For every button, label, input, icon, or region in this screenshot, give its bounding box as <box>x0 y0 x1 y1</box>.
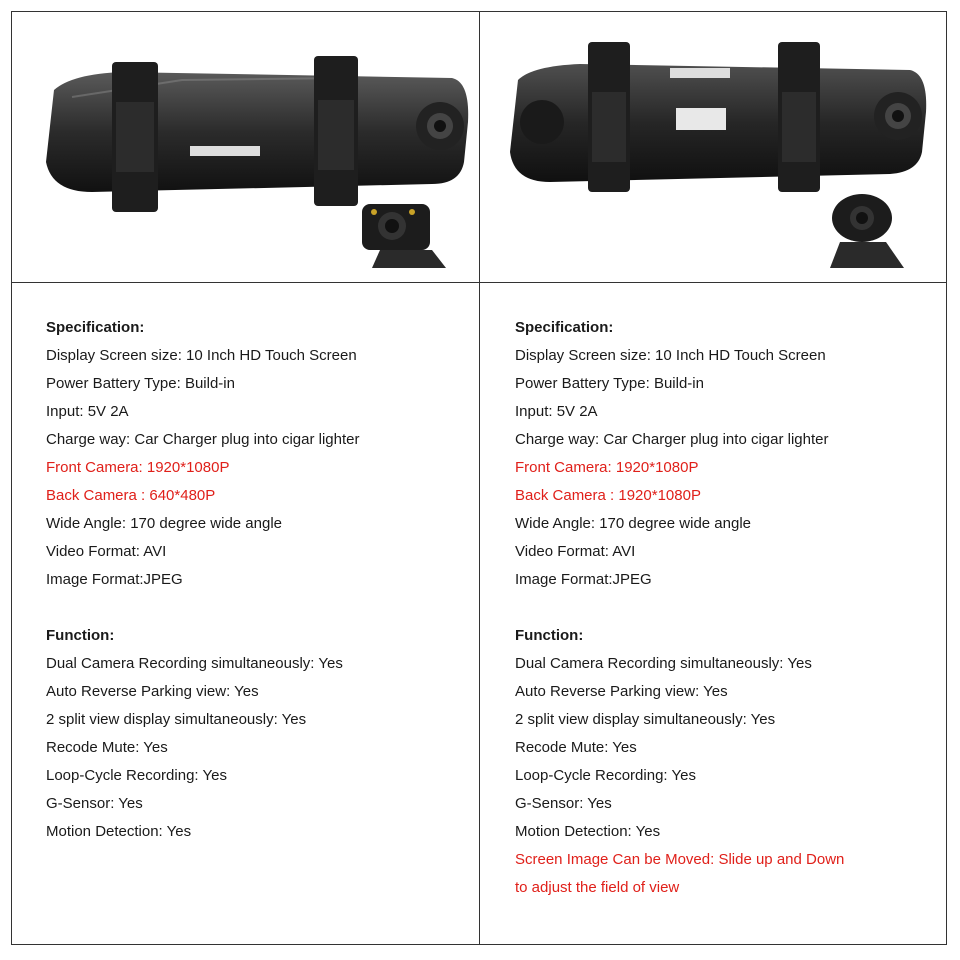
mirror-body <box>46 72 468 192</box>
label-sticker <box>190 146 260 156</box>
rear-camera <box>830 194 904 268</box>
spec-line: Power Battery Type: Build-in <box>46 375 235 392</box>
product-photo-right <box>480 12 946 282</box>
section-gap <box>46 594 466 622</box>
function-line: Auto Reverse Parking view: Yes <box>515 683 728 700</box>
function-line: Dual Camera Recording simultaneously: Yes <box>515 655 812 672</box>
function-heading: Function: <box>515 627 584 644</box>
spec-line: Display Screen size: 10 Inch HD Touch Screen <box>515 347 826 364</box>
spec-line: Wide Angle: 170 degree wide angle <box>515 515 752 532</box>
function-line: 2 split view display simultaneously: Yes <box>515 711 776 728</box>
product-photo-left <box>12 12 479 282</box>
spec-line: Charge way: Car Charger plug into cigar lighter <box>515 431 829 448</box>
function-line-highlight: Screen Image Can be Moved: Slide up and Down <box>515 851 845 868</box>
spec-line-highlight: Front Camera: 1920*1080P <box>46 459 230 476</box>
strap-left <box>588 42 630 192</box>
spec-line: Display Screen size: 10 Inch HD Touch Screen <box>46 347 357 364</box>
function-line: Motion Detection: Yes <box>46 823 192 840</box>
function-line: G-Sensor: Yes <box>46 795 143 812</box>
function-line-highlight: to adjust the field of view <box>515 879 680 896</box>
function-line: Loop-Cycle Recording: Yes <box>46 767 227 784</box>
spec-line-highlight: Front Camera: 1920*1080P <box>515 459 699 476</box>
spec-line: Input: 5V 2A <box>46 403 129 420</box>
spec-heading: Specification: <box>46 319 145 336</box>
spec-column-right <box>515 314 935 902</box>
function-line: Auto Reverse Parking view: Yes <box>46 683 259 700</box>
function-line: Motion Detection: Yes <box>515 823 661 840</box>
row-divider <box>11 282 947 283</box>
function-line: Recode Mute: Yes <box>46 739 168 756</box>
spec-column-left <box>46 314 466 846</box>
spec-line: Input: 5V 2A <box>515 403 598 420</box>
spec-line: Image Format:JPEG <box>46 571 183 588</box>
info-sticker <box>676 108 726 130</box>
spec-line: Wide Angle: 170 degree wide angle <box>46 515 283 532</box>
function-line: Loop-Cycle Recording: Yes <box>515 767 696 784</box>
strap-right <box>314 56 358 206</box>
front-lens <box>874 92 922 140</box>
function-heading: Function: <box>46 627 115 644</box>
strap-right <box>778 42 820 192</box>
function-line: Recode Mute: Yes <box>515 739 637 756</box>
strap-left <box>112 62 158 212</box>
spec-line: Image Format:JPEG <box>515 571 652 588</box>
label-sticker <box>670 68 730 78</box>
function-line: 2 split view display simultaneously: Yes <box>46 711 307 728</box>
function-line: G-Sensor: Yes <box>515 795 612 812</box>
spec-line: Video Format: AVI <box>515 543 636 560</box>
spec-line: Video Format: AVI <box>46 543 167 560</box>
spec-line: Charge way: Car Charger plug into cigar lighter <box>46 431 360 448</box>
rear-camera <box>362 204 446 268</box>
spec-line: Power Battery Type: Build-in <box>515 375 704 392</box>
spec-line-highlight: Back Camera : 640*480P <box>46 487 216 504</box>
spec-line-highlight: Back Camera : 1920*1080P <box>515 487 701 504</box>
spec-heading: Specification: <box>515 319 614 336</box>
function-line: Dual Camera Recording simultaneously: Yes <box>46 655 343 672</box>
front-lens <box>416 102 464 150</box>
section-gap <box>515 594 935 622</box>
